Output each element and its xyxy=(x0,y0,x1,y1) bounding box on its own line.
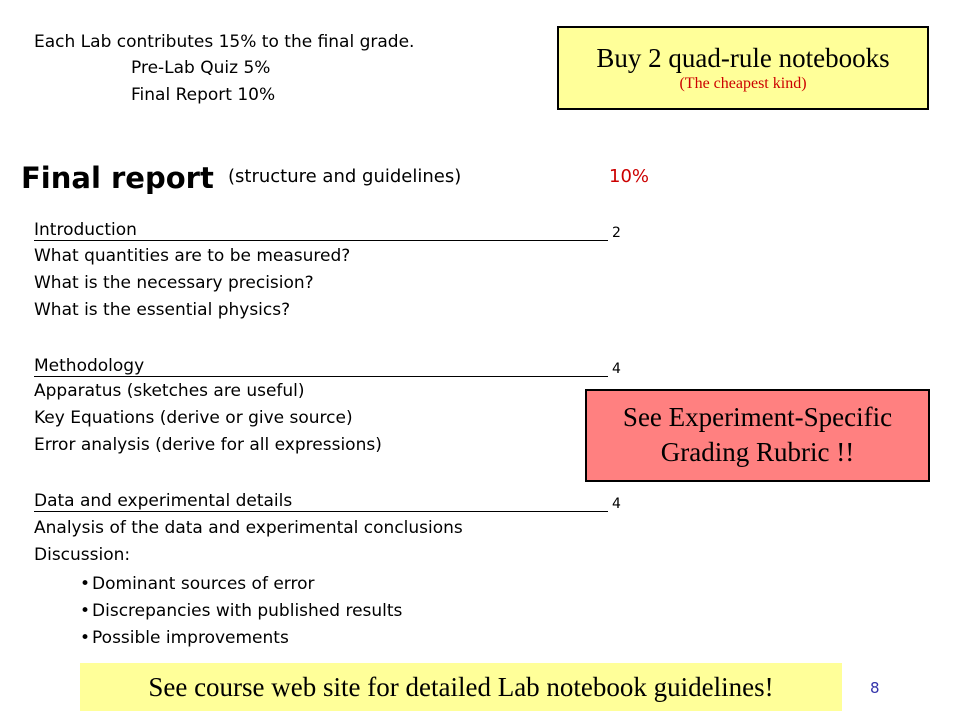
bullet-text: Dominant sources of error xyxy=(92,574,315,594)
section-heading-methodology: Methodology xyxy=(34,356,608,377)
prelab-quiz-weight: Pre-Lab Quiz 5% xyxy=(131,58,271,78)
bullet-item xyxy=(80,628,289,648)
bullet-item xyxy=(80,574,315,594)
final-report-percent: 10% xyxy=(609,166,650,187)
page-title: Final report xyxy=(21,161,214,195)
section-score-methodology: 4 xyxy=(612,361,621,377)
list-item: What is the essential physics? xyxy=(34,300,291,320)
bullet-text: Discrepancies with published results xyxy=(92,601,403,621)
bullet-item xyxy=(80,601,402,621)
page-number: 8 xyxy=(870,679,880,697)
bullet-text: Possible improvements xyxy=(92,628,289,648)
final-report-weight: Final Report 10% xyxy=(131,85,276,105)
page-subtitle: (structure and guidelines) xyxy=(228,166,462,187)
list-item: What quantities are to be measured? xyxy=(34,246,351,266)
section-heading-introduction: Introduction xyxy=(34,220,608,241)
list-item: Error analysis (derive for all expressions) xyxy=(34,435,382,455)
course-website-banner xyxy=(80,663,842,711)
list-item: Analysis of the data and experimental conclusions xyxy=(34,518,463,538)
bullet-icon: • xyxy=(80,628,91,648)
list-item: Apparatus (sketches are useful) xyxy=(34,381,305,401)
section-heading-data: Data and experimental details xyxy=(34,491,608,512)
list-item: What is the necessary precision? xyxy=(34,273,314,293)
rubric-callout-line2: Grading Rubric !! xyxy=(660,437,855,467)
rubric-callout xyxy=(585,389,930,482)
list-item: Discussion: xyxy=(34,545,131,565)
rubric-callout-line1: See Experiment-Specific xyxy=(622,402,893,432)
list-item: Key Equations (derive or give source) xyxy=(34,408,353,428)
course-website-banner-text: See course web site for detailed Lab notebook guidelines! xyxy=(148,672,774,702)
section-score-data: 4 xyxy=(612,496,621,512)
notebook-callout xyxy=(557,26,929,110)
grade-contribution-text: Each Lab contributes 15% to the final grade. xyxy=(34,32,415,52)
bullet-icon: • xyxy=(80,574,91,594)
bullet-icon: • xyxy=(80,601,91,621)
section-score-introduction: 2 xyxy=(612,225,621,241)
notebook-callout-title: Buy 2 quad-rule notebooks xyxy=(596,43,890,73)
notebook-callout-subtitle: (The cheapest kind) xyxy=(679,75,807,92)
